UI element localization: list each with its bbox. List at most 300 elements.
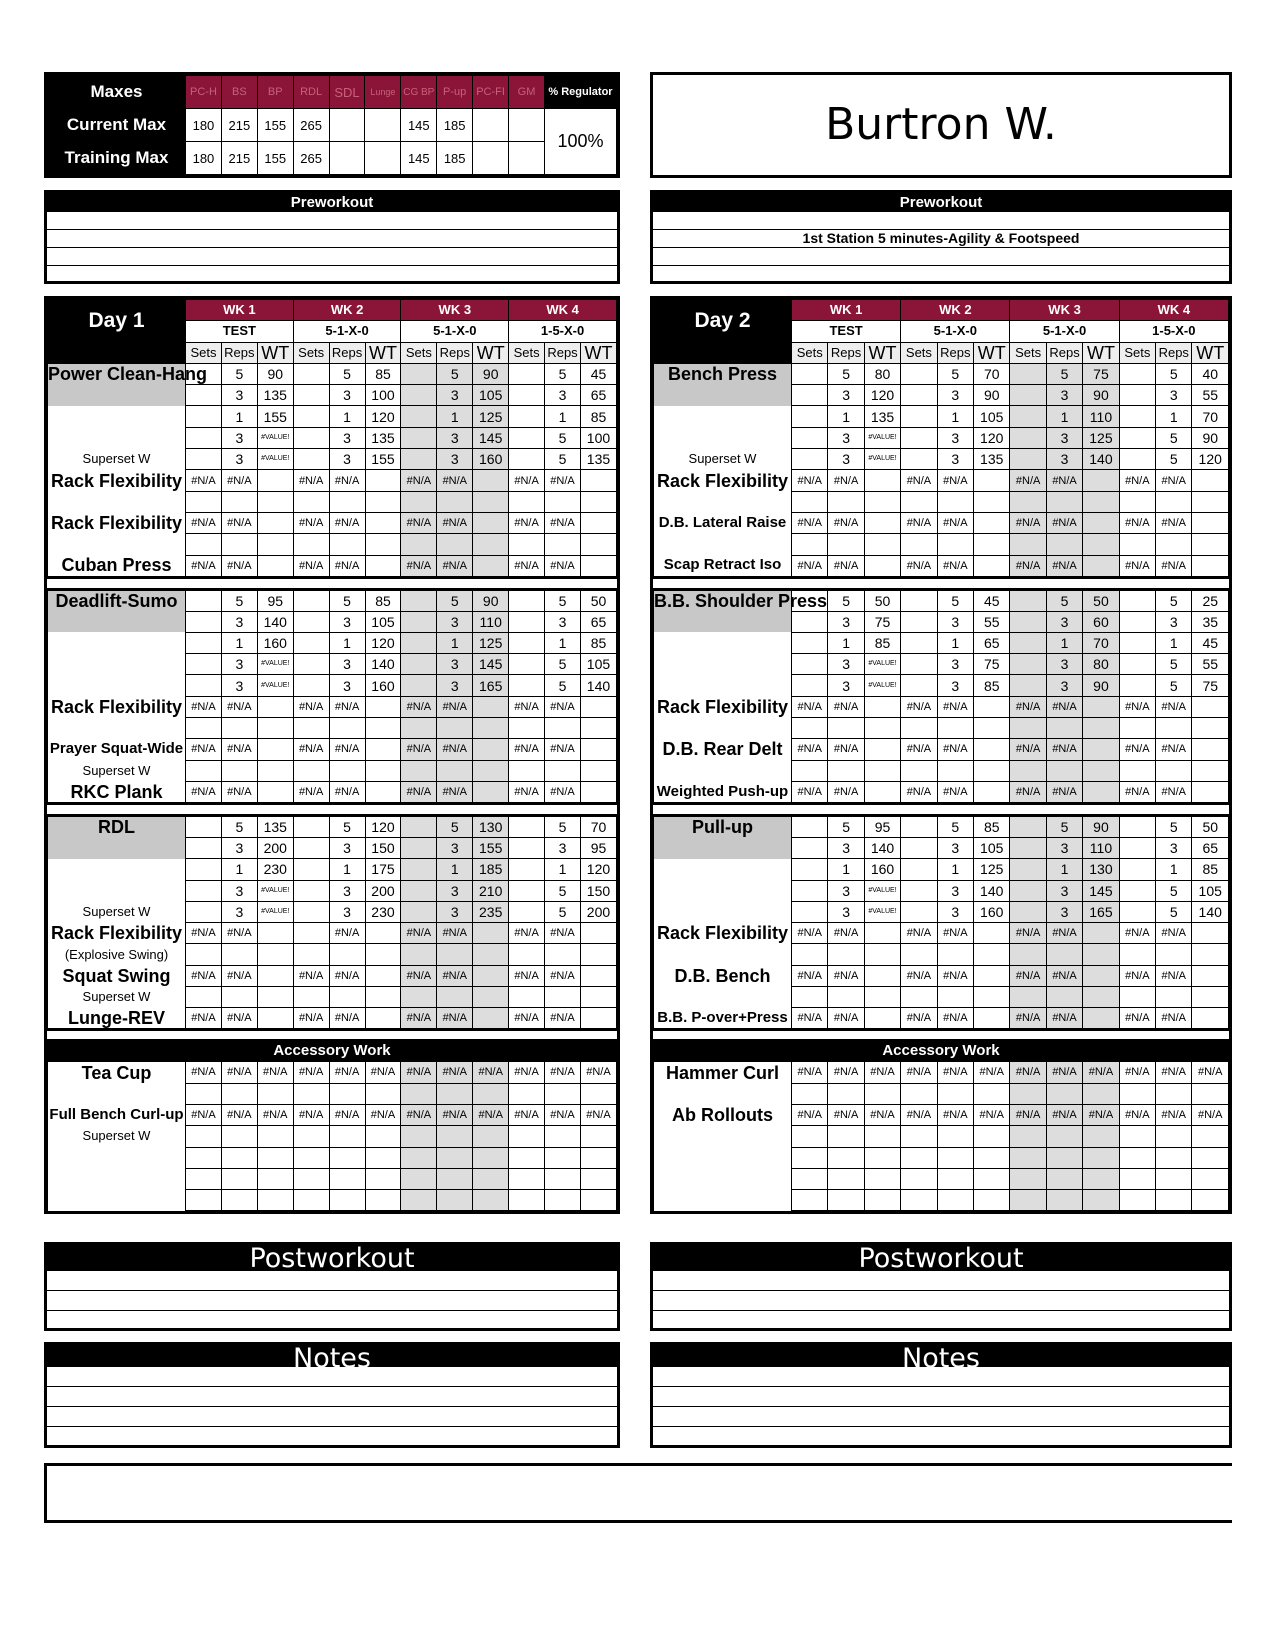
- workout-cell[interactable]: [186, 815, 222, 837]
- workout-cell[interactable]: 3: [437, 427, 473, 448]
- workout-cell[interactable]: 5: [1156, 363, 1192, 384]
- accessory-cell[interactable]: [1192, 1126, 1229, 1147]
- workout-cell[interactable]: #N/A: [221, 696, 257, 717]
- workout-cell[interactable]: [473, 555, 509, 577]
- workout-cell[interactable]: 105: [1192, 880, 1229, 901]
- workout-cell[interactable]: 3: [545, 611, 581, 632]
- workout-cell[interactable]: [937, 491, 973, 512]
- workout-cell[interactable]: #N/A: [792, 781, 828, 803]
- workout-cell[interactable]: 1: [545, 859, 581, 880]
- workout-cell[interactable]: #N/A: [329, 965, 365, 986]
- workout-cell[interactable]: [545, 491, 581, 512]
- workout-cell[interactable]: [792, 859, 828, 880]
- notes-line[interactable]: [653, 1407, 1229, 1427]
- workout-cell[interactable]: #N/A: [437, 923, 473, 944]
- workout-cell[interactable]: [864, 555, 900, 577]
- accessory-cell[interactable]: [186, 1168, 222, 1189]
- accessory-cell[interactable]: [1046, 1147, 1082, 1168]
- workout-cell[interactable]: 3: [1046, 449, 1082, 470]
- accessory-cell[interactable]: [974, 1083, 1010, 1104]
- workout-cell[interactable]: [792, 611, 828, 632]
- accessory-cell[interactable]: [401, 1126, 437, 1147]
- workout-cell[interactable]: [186, 718, 222, 739]
- workout-cell[interactable]: [901, 815, 937, 837]
- workout-cell[interactable]: [545, 718, 581, 739]
- workout-cell[interactable]: 200: [580, 901, 616, 922]
- accessory-cell[interactable]: #N/A: [1156, 1104, 1192, 1125]
- workout-cell[interactable]: 1: [545, 406, 581, 427]
- workout-cell[interactable]: [828, 944, 864, 965]
- workout-cell[interactable]: [365, 987, 401, 1008]
- workout-cell[interactable]: #N/A: [437, 739, 473, 760]
- workout-cell[interactable]: [509, 449, 545, 470]
- workout-cell[interactable]: 125: [974, 859, 1010, 880]
- workout-cell[interactable]: [1083, 1008, 1119, 1030]
- workout-cell[interactable]: [937, 944, 973, 965]
- workout-cell[interactable]: #VALUE!: [864, 901, 900, 922]
- accessory-cell[interactable]: [1192, 1083, 1229, 1104]
- workout-cell[interactable]: [580, 965, 616, 986]
- workout-cell[interactable]: [580, 739, 616, 760]
- workout-cell[interactable]: [186, 987, 222, 1008]
- accessory-cell[interactable]: [293, 1083, 329, 1104]
- accessory-cell[interactable]: [1083, 1126, 1119, 1147]
- workout-cell[interactable]: [1192, 739, 1229, 760]
- workout-cell[interactable]: 3: [937, 901, 973, 922]
- workout-cell[interactable]: [293, 406, 329, 427]
- workout-cell[interactable]: #N/A: [221, 512, 257, 533]
- workout-cell[interactable]: #N/A: [293, 1008, 329, 1030]
- workout-cell[interactable]: [293, 718, 329, 739]
- accessory-cell[interactable]: [792, 1147, 828, 1168]
- workout-cell[interactable]: #N/A: [509, 923, 545, 944]
- workout-cell[interactable]: [401, 632, 437, 653]
- workout-cell[interactable]: 80: [1083, 654, 1119, 675]
- workout-cell[interactable]: #N/A: [186, 555, 222, 577]
- workout-cell[interactable]: #VALUE!: [257, 427, 293, 448]
- regulator-value[interactable]: 100%: [545, 109, 617, 175]
- workout-cell[interactable]: 95: [257, 589, 293, 611]
- accessory-cell[interactable]: #N/A: [509, 1104, 545, 1125]
- workout-cell[interactable]: [1010, 491, 1046, 512]
- workout-cell[interactable]: [1046, 987, 1082, 1008]
- workout-cell[interactable]: 3: [329, 901, 365, 922]
- workout-cell[interactable]: [365, 555, 401, 577]
- workout-cell[interactable]: 3: [828, 611, 864, 632]
- workout-cell[interactable]: #N/A: [901, 965, 937, 986]
- workout-cell[interactable]: 100: [580, 427, 616, 448]
- accessory-cell[interactable]: #N/A: [1083, 1062, 1119, 1083]
- workout-cell[interactable]: [473, 923, 509, 944]
- workout-cell[interactable]: #VALUE!: [864, 449, 900, 470]
- workout-cell[interactable]: #N/A: [1119, 923, 1155, 944]
- workout-cell[interactable]: 5: [1046, 815, 1082, 837]
- current-max-cell[interactable]: [509, 109, 545, 142]
- workout-cell[interactable]: [792, 385, 828, 406]
- workout-cell[interactable]: [1010, 589, 1046, 611]
- workout-cell[interactable]: [257, 944, 293, 965]
- workout-cell[interactable]: [401, 837, 437, 858]
- workout-cell[interactable]: 3: [1156, 837, 1192, 858]
- workout-cell[interactable]: [1192, 1008, 1229, 1030]
- workout-cell[interactable]: 3: [937, 837, 973, 858]
- workout-cell[interactable]: 5: [828, 363, 864, 384]
- workout-cell[interactable]: 185: [473, 859, 509, 880]
- accessory-cell[interactable]: [828, 1168, 864, 1189]
- workout-cell[interactable]: [545, 944, 581, 965]
- workout-cell[interactable]: 3: [221, 654, 257, 675]
- workout-cell[interactable]: [792, 718, 828, 739]
- workout-cell[interactable]: [509, 427, 545, 448]
- workout-cell[interactable]: [257, 1008, 293, 1030]
- accessory-cell[interactable]: [401, 1168, 437, 1189]
- workout-cell[interactable]: [186, 385, 222, 406]
- workout-cell[interactable]: [509, 760, 545, 781]
- workout-cell[interactable]: 3: [437, 675, 473, 696]
- workout-cell[interactable]: #N/A: [437, 1008, 473, 1030]
- workout-cell[interactable]: [186, 534, 222, 555]
- workout-cell[interactable]: #N/A: [509, 512, 545, 533]
- workout-cell[interactable]: [401, 718, 437, 739]
- workout-cell[interactable]: [401, 611, 437, 632]
- workout-cell[interactable]: [257, 491, 293, 512]
- workout-cell[interactable]: [1119, 589, 1155, 611]
- workout-cell[interactable]: 50: [1192, 815, 1229, 837]
- workout-cell[interactable]: [509, 901, 545, 922]
- accessory-cell[interactable]: [974, 1126, 1010, 1147]
- accessory-cell[interactable]: [293, 1126, 329, 1147]
- workout-cell[interactable]: #N/A: [1046, 555, 1082, 577]
- workout-cell[interactable]: [186, 491, 222, 512]
- accessory-cell[interactable]: [974, 1168, 1010, 1189]
- workout-cell[interactable]: [401, 901, 437, 922]
- accessory-cell[interactable]: [329, 1083, 365, 1104]
- workout-cell[interactable]: [901, 589, 937, 611]
- workout-cell[interactable]: [901, 406, 937, 427]
- accessory-cell[interactable]: #N/A: [509, 1062, 545, 1083]
- workout-cell[interactable]: [1192, 760, 1229, 781]
- workout-cell[interactable]: 1: [1046, 632, 1082, 653]
- workout-cell[interactable]: #VALUE!: [257, 880, 293, 901]
- workout-cell[interactable]: [1192, 987, 1229, 1008]
- workout-cell[interactable]: [509, 880, 545, 901]
- workout-cell[interactable]: 105: [974, 406, 1010, 427]
- workout-cell[interactable]: #N/A: [792, 696, 828, 717]
- workout-cell[interactable]: [401, 760, 437, 781]
- workout-cell[interactable]: [580, 512, 616, 533]
- workout-cell[interactable]: 95: [864, 815, 900, 837]
- accessory-cell[interactable]: [1192, 1168, 1229, 1189]
- workout-cell[interactable]: 1: [437, 632, 473, 653]
- workout-cell[interactable]: 140: [974, 880, 1010, 901]
- workout-cell[interactable]: 90: [1192, 427, 1229, 448]
- workout-cell[interactable]: 5: [1156, 880, 1192, 901]
- workout-cell[interactable]: [509, 987, 545, 1008]
- accessory-cell[interactable]: [1192, 1147, 1229, 1168]
- workout-cell[interactable]: [1192, 965, 1229, 986]
- accessory-cell[interactable]: #N/A: [221, 1062, 257, 1083]
- workout-cell[interactable]: 45: [1192, 632, 1229, 653]
- workout-cell[interactable]: 90: [974, 385, 1010, 406]
- workout-cell[interactable]: #N/A: [937, 739, 973, 760]
- workout-cell[interactable]: 3: [1046, 901, 1082, 922]
- accessory-cell[interactable]: [1010, 1083, 1046, 1104]
- workout-cell[interactable]: [1192, 491, 1229, 512]
- preworkout-line[interactable]: [653, 266, 1229, 283]
- accessory-cell[interactable]: [1046, 1190, 1082, 1211]
- accessory-cell[interactable]: [221, 1147, 257, 1168]
- workout-cell[interactable]: [792, 534, 828, 555]
- workout-cell[interactable]: [1119, 491, 1155, 512]
- workout-cell[interactable]: [186, 611, 222, 632]
- workout-cell[interactable]: 140: [365, 654, 401, 675]
- accessory-cell[interactable]: [1156, 1126, 1192, 1147]
- workout-cell[interactable]: [257, 781, 293, 803]
- workout-cell[interactable]: [401, 491, 437, 512]
- current-max-cell[interactable]: 155: [257, 109, 293, 142]
- accessory-cell[interactable]: #N/A: [974, 1062, 1010, 1083]
- workout-cell[interactable]: [901, 427, 937, 448]
- accessory-cell[interactable]: [864, 1083, 900, 1104]
- workout-cell[interactable]: [864, 944, 900, 965]
- workout-cell[interactable]: [509, 611, 545, 632]
- accessory-cell[interactable]: #N/A: [792, 1104, 828, 1125]
- workout-cell[interactable]: #N/A: [401, 781, 437, 803]
- accessory-cell[interactable]: [221, 1168, 257, 1189]
- workout-cell[interactable]: [792, 987, 828, 1008]
- workout-cell[interactable]: 3: [1156, 385, 1192, 406]
- workout-cell[interactable]: 95: [580, 837, 616, 858]
- workout-cell[interactable]: 25: [1192, 589, 1229, 611]
- workout-cell[interactable]: 5: [1156, 654, 1192, 675]
- workout-cell[interactable]: [509, 944, 545, 965]
- current-max-cell[interactable]: [473, 109, 509, 142]
- workout-cell[interactable]: 5: [221, 363, 257, 384]
- accessory-cell[interactable]: #N/A: [974, 1104, 1010, 1125]
- workout-cell[interactable]: [1156, 987, 1192, 1008]
- accessory-cell[interactable]: [864, 1168, 900, 1189]
- accessory-cell[interactable]: [864, 1190, 900, 1211]
- workout-cell[interactable]: [1010, 760, 1046, 781]
- current-max-cell[interactable]: [329, 109, 365, 142]
- workout-cell[interactable]: #N/A: [329, 696, 365, 717]
- workout-cell[interactable]: #N/A: [937, 1008, 973, 1030]
- workout-cell[interactable]: 175: [365, 859, 401, 880]
- workout-cell[interactable]: 5: [545, 901, 581, 922]
- workout-cell[interactable]: 110: [473, 611, 509, 632]
- workout-cell[interactable]: 120: [974, 427, 1010, 448]
- workout-cell[interactable]: #N/A: [329, 739, 365, 760]
- workout-cell[interactable]: 65: [1192, 837, 1229, 858]
- workout-cell[interactable]: #N/A: [1156, 696, 1192, 717]
- workout-cell[interactable]: [901, 987, 937, 1008]
- workout-cell[interactable]: #N/A: [1010, 781, 1046, 803]
- bottom-comment-box[interactable]: [44, 1463, 1232, 1523]
- workout-cell[interactable]: #N/A: [828, 555, 864, 577]
- workout-cell[interactable]: 110: [1083, 406, 1119, 427]
- workout-cell[interactable]: [545, 760, 581, 781]
- workout-cell[interactable]: [864, 470, 900, 491]
- workout-cell[interactable]: [1083, 555, 1119, 577]
- workout-cell[interactable]: #N/A: [1046, 1008, 1082, 1030]
- workout-cell[interactable]: [1192, 923, 1229, 944]
- workout-cell[interactable]: 5: [221, 589, 257, 611]
- workout-cell[interactable]: #N/A: [828, 470, 864, 491]
- workout-cell[interactable]: [1192, 944, 1229, 965]
- workout-cell[interactable]: #N/A: [401, 696, 437, 717]
- workout-cell[interactable]: 1: [329, 406, 365, 427]
- workout-cell[interactable]: 160: [864, 859, 900, 880]
- workout-cell[interactable]: #N/A: [186, 696, 222, 717]
- accessory-cell[interactable]: [1119, 1168, 1155, 1189]
- workout-cell[interactable]: [828, 491, 864, 512]
- workout-cell[interactable]: 5: [545, 589, 581, 611]
- workout-cell[interactable]: #N/A: [792, 739, 828, 760]
- workout-cell[interactable]: [974, 987, 1010, 1008]
- workout-cell[interactable]: [1119, 534, 1155, 555]
- workout-cell[interactable]: [1119, 654, 1155, 675]
- workout-cell[interactable]: [257, 739, 293, 760]
- workout-cell[interactable]: [792, 944, 828, 965]
- workout-cell[interactable]: 1: [937, 632, 973, 653]
- workout-cell[interactable]: [186, 449, 222, 470]
- accessory-cell[interactable]: [1156, 1147, 1192, 1168]
- workout-cell[interactable]: #N/A: [221, 739, 257, 760]
- workout-cell[interactable]: #VALUE!: [257, 675, 293, 696]
- accessory-cell[interactable]: [1083, 1147, 1119, 1168]
- workout-cell[interactable]: [1083, 534, 1119, 555]
- workout-cell[interactable]: [293, 385, 329, 406]
- accessory-cell[interactable]: #N/A: [937, 1104, 973, 1125]
- workout-cell[interactable]: [401, 880, 437, 901]
- workout-cell[interactable]: 5: [828, 589, 864, 611]
- workout-cell[interactable]: #N/A: [1010, 923, 1046, 944]
- workout-cell[interactable]: [792, 880, 828, 901]
- current-max-cell[interactable]: 180: [186, 109, 222, 142]
- workout-cell[interactable]: [1192, 470, 1229, 491]
- preworkout-line[interactable]: [47, 248, 617, 266]
- accessory-cell[interactable]: [937, 1147, 973, 1168]
- accessory-cell[interactable]: #N/A: [580, 1062, 616, 1083]
- workout-cell[interactable]: [545, 987, 581, 1008]
- workout-cell[interactable]: #N/A: [545, 470, 581, 491]
- workout-cell[interactable]: [401, 675, 437, 696]
- postworkout-line[interactable]: [653, 1271, 1229, 1291]
- training-max-cell[interactable]: 180: [186, 142, 222, 175]
- workout-cell[interactable]: [1010, 427, 1046, 448]
- workout-cell[interactable]: [1010, 859, 1046, 880]
- workout-cell[interactable]: [473, 491, 509, 512]
- workout-cell[interactable]: [293, 491, 329, 512]
- accessory-cell[interactable]: [1119, 1126, 1155, 1147]
- workout-cell[interactable]: [937, 987, 973, 1008]
- workout-cell[interactable]: [1083, 512, 1119, 533]
- workout-cell[interactable]: [329, 491, 365, 512]
- workout-cell[interactable]: #VALUE!: [864, 880, 900, 901]
- accessory-cell[interactable]: [1046, 1126, 1082, 1147]
- workout-cell[interactable]: 5: [937, 815, 973, 837]
- workout-cell[interactable]: [901, 611, 937, 632]
- workout-cell[interactable]: 85: [365, 589, 401, 611]
- workout-cell[interactable]: 5: [1046, 589, 1082, 611]
- workout-cell[interactable]: 3: [221, 449, 257, 470]
- workout-cell[interactable]: [1192, 781, 1229, 803]
- workout-cell[interactable]: [1119, 611, 1155, 632]
- workout-cell[interactable]: [1119, 760, 1155, 781]
- workout-cell[interactable]: #N/A: [186, 739, 222, 760]
- workout-cell[interactable]: [401, 815, 437, 837]
- workout-cell[interactable]: #N/A: [901, 739, 937, 760]
- workout-cell[interactable]: [1083, 760, 1119, 781]
- workout-cell[interactable]: #N/A: [221, 555, 257, 577]
- workout-cell[interactable]: #N/A: [792, 923, 828, 944]
- accessory-cell[interactable]: [1010, 1168, 1046, 1189]
- workout-cell[interactable]: [1083, 491, 1119, 512]
- accessory-cell[interactable]: #N/A: [329, 1062, 365, 1083]
- workout-cell[interactable]: #N/A: [1010, 512, 1046, 533]
- workout-cell[interactable]: [901, 449, 937, 470]
- workout-cell[interactable]: [864, 534, 900, 555]
- workout-cell[interactable]: [580, 781, 616, 803]
- accessory-cell[interactable]: [545, 1083, 581, 1104]
- workout-cell[interactable]: [509, 654, 545, 675]
- workout-cell[interactable]: [864, 739, 900, 760]
- accessory-cell[interactable]: #N/A: [1156, 1062, 1192, 1083]
- workout-cell[interactable]: 5: [545, 427, 581, 448]
- workout-cell[interactable]: 100: [365, 385, 401, 406]
- workout-cell[interactable]: 3: [221, 880, 257, 901]
- workout-cell[interactable]: 70: [1192, 406, 1229, 427]
- accessory-cell[interactable]: #N/A: [545, 1104, 581, 1125]
- accessory-cell[interactable]: [509, 1168, 545, 1189]
- workout-cell[interactable]: [864, 987, 900, 1008]
- workout-cell[interactable]: [1083, 718, 1119, 739]
- accessory-cell[interactable]: [473, 1147, 509, 1168]
- postworkout-line[interactable]: [47, 1291, 617, 1311]
- workout-cell[interactable]: [545, 534, 581, 555]
- workout-cell[interactable]: [1119, 880, 1155, 901]
- workout-cell[interactable]: [1083, 739, 1119, 760]
- accessory-cell[interactable]: [901, 1083, 937, 1104]
- workout-cell[interactable]: 1: [437, 859, 473, 880]
- workout-cell[interactable]: [864, 491, 900, 512]
- workout-cell[interactable]: [293, 654, 329, 675]
- workout-cell[interactable]: [509, 632, 545, 653]
- workout-cell[interactable]: [365, 944, 401, 965]
- workout-cell[interactable]: [1119, 859, 1155, 880]
- workout-cell[interactable]: #N/A: [1010, 739, 1046, 760]
- accessory-cell[interactable]: #N/A: [473, 1104, 509, 1125]
- workout-cell[interactable]: [257, 965, 293, 986]
- workout-cell[interactable]: 3: [828, 675, 864, 696]
- workout-cell[interactable]: [509, 837, 545, 858]
- accessory-cell[interactable]: [186, 1190, 222, 1211]
- workout-cell[interactable]: 85: [864, 632, 900, 653]
- accessory-cell[interactable]: #N/A: [1119, 1062, 1155, 1083]
- workout-cell[interactable]: 5: [329, 815, 365, 837]
- accessory-cell[interactable]: [186, 1083, 222, 1104]
- accessory-cell[interactable]: [828, 1083, 864, 1104]
- workout-cell[interactable]: 5: [545, 654, 581, 675]
- workout-cell[interactable]: 125: [473, 406, 509, 427]
- workout-cell[interactable]: 130: [1083, 859, 1119, 880]
- workout-cell[interactable]: #N/A: [828, 965, 864, 986]
- workout-cell[interactable]: [293, 534, 329, 555]
- workout-cell[interactable]: #N/A: [509, 696, 545, 717]
- workout-cell[interactable]: 140: [257, 611, 293, 632]
- accessory-cell[interactable]: [509, 1126, 545, 1147]
- accessory-cell[interactable]: [365, 1190, 401, 1211]
